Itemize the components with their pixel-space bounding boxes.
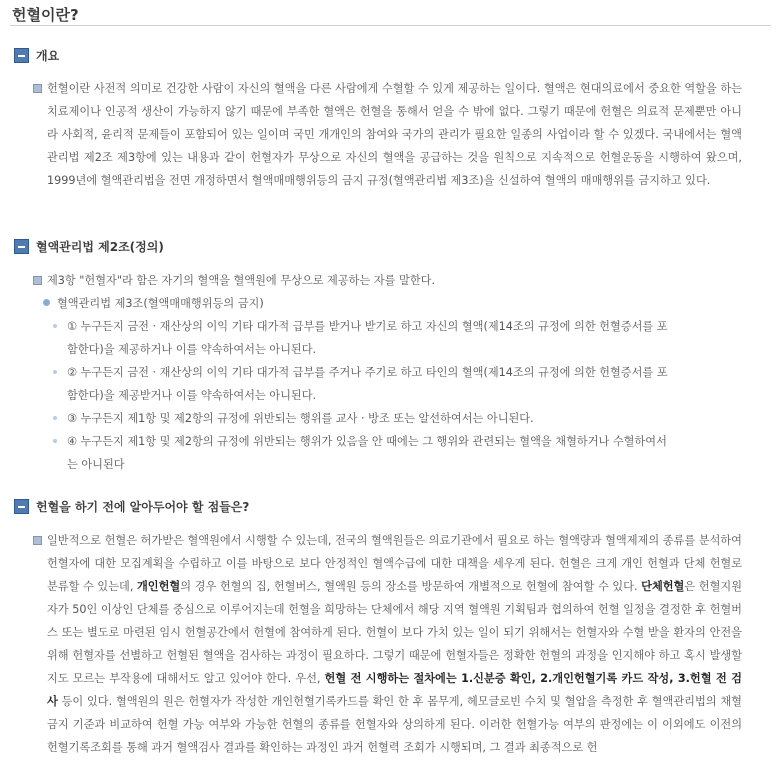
square-bullet-icon	[33, 536, 42, 545]
bold-term: 개인헌혈	[137, 580, 181, 593]
overview-paragraph: 헌혈이란 사전적 의미로 건강한 사람이 자신의 혈액을 다른 사람에게 수혈할 수 있게 제공하는 일이다. 혈액은 현대의료에서 중요한 역할을 하는 치료제이나 인공적 생산이 가능하지 않기 때문에 부족한 혈액은 헌혈을 통해서 얻을 수 밖에 없다. 그렇기 때문에 헌혈은 의료적 문제뿐만 아니라 사회적, 윤리적 문제들이 포함되어 있는 일이며 국민 개개인의 참여와 국가의 관리가 필요한 일종의 사업이라 할 수 있겠다. 국내에서는 혈액관리법 제2조 제3항에 있는 내용과 같이 헌혈자가 무상으로 자신의 혈액을 공급하는 것을 원칙으로 지속적으로 헌혈운동을 시행하여 왔으며, 1999년에 혈액관리법을 전면 개정하면서 혈액매매행위등의 금지 규정(혈액관리법 제3조)을 신설하여 혈액의 매매행위를 금지하고 있다.	[47, 82, 742, 187]
section-title: 개요	[36, 49, 60, 63]
clause-line: 함한다)을 제공하거나 이를 약속하여서는 아니된다.	[67, 343, 317, 356]
title-divider	[10, 25, 771, 26]
collapse-minus-icon[interactable]	[14, 239, 29, 254]
circle-bullet-icon	[43, 299, 50, 306]
dot-bullet-icon	[53, 370, 57, 374]
before-donation-paragraph	[47, 529, 742, 759]
paragraph-text: 일반적으로 헌혈은 허가받은 혈액원에서 시행할 수 있는데, 전국의 혈액원들은 의료기관에서 필요로 하는 혈액량과 혈액제제의 종류를 분석하여 헌혈자에 대한 모집계획을 수립하고 이를 바탕으로 보다 안정적인 혈액수급에 대한 대책을 세우게 된다. 헌혈은 크게 개인 헌혈과 단체 헌혈로 분류할 수 있는데,	[47, 534, 742, 593]
clause-line: ④ 누구든지 제1항 및 제2항의 규정에 위반되는 행위가 있음을 안 때에는 그 행위와 관련되는 혈액을 채혈하거나 수혈하여서	[67, 435, 667, 448]
clause-line: ③ 누구든지 제1항 및 제2항의 규정에 위반되는 행위를 교사 · 방조 또는 알선하여서는 아니된다.	[67, 412, 534, 425]
paragraph-text: 은 헌혈지원자가 50인 이상인 단체를 중심으로 이루어지는데 헌혈을 희망하는 단체에서 해당 지역 혈액원 기획팀과 협의하여 헌혈 일정을 결정한 후 헌혈버스 또는 별도로 마련된 임시 헌혈공간에서 헌혈에 참여하게 된다. 헌혈이 보다 가치 있는 일이 되기 위해서는 헌혈자와 수혈 받을 환자의 안전을 위해 헌혈자를 선별하고 헌혈된 혈액을 검사하는 과정이 필요하다. 그렇기 때문에 헌혈자들은 정확한 헌혈의 과정을 인지해야 하고 혹시 발생할지도 모르는 부작용에 대해서도 알고 있어야 한다. 우선,	[47, 580, 743, 685]
square-bullet-icon	[33, 276, 42, 285]
section-title: 혈액관리법 제2조(정의)	[36, 240, 164, 254]
bold-term: 헌혈 전 시행하는 절차에는 1.신분증 확인, 2.개인헌혈기록 카드 작성, 3.헌혈 전 검사	[47, 672, 742, 708]
clause-line: ① 누구든지 금전 · 재산상의 이익 기타 대가적 급부를 받거나 받기로 하고 자신의 혈액(제14조의 규정에 의한 헌혈증서를 포	[67, 320, 668, 333]
dot-bullet-icon	[53, 324, 57, 328]
paragraph-text: 등이 있다. 혈액원의 원은 헌혈자가 작성한 개인헌혈기록카드를 확인 한 후 몸무게, 헤모글로빈 수치 및 혈압을 측정한 후 혈액관리법의 채혈금지 기준과 비교하여 헌혈 가능 여부와 가능한 헌혈의 종류를 헌혈자와 상의하게 된다. 이러한 헌혈가능 여부의 판정에는 이 이외에도 이전의 헌혈기록조회를 통해 과거 혈액검사 결과를 확인하는 과정인 과거 헌혈력 조회가 시행되며, 그 결과 최종적으로 헌	[47, 695, 742, 754]
dot-bullet-icon	[53, 416, 57, 420]
square-bullet-icon	[33, 84, 42, 93]
clause-line: 는 아니된다	[67, 458, 125, 471]
dot-bullet-icon	[53, 439, 57, 443]
collapse-minus-icon[interactable]	[14, 499, 29, 514]
definition-item: 제3항 "헌혈자"라 함은 자기의 혈액을 혈액원에 무상으로 제공하는 자를 말한다.	[47, 274, 435, 287]
page-title: 헌혈이란?	[12, 6, 79, 24]
clause-line: 함한다)을 제공받거나 이를 약속하여서는 아니된다.	[67, 389, 317, 402]
section-title: 헌혈을 하기 전에 알아두어야 할 점들은?	[36, 500, 250, 514]
clause-line: ② 누구든지 금전 · 재산상의 이익 기타 대가적 급부를 주거나 주기로 하고 타인의 혈액(제14조의 규정에 의한 헌혈증서를 포	[67, 366, 668, 379]
paragraph-text: 의 경우 헌혈의 집, 헌혈버스, 혈액원 등의 장소를 방문하여 개별적으로 헌혈에 참여할 수 있다.	[180, 580, 642, 593]
bold-term: 단체헌혈	[641, 580, 685, 593]
collapse-minus-icon[interactable]	[14, 48, 29, 63]
subitem-title: 혈액관리법 제3조(혈액매매행위등의 금지)	[57, 297, 264, 310]
